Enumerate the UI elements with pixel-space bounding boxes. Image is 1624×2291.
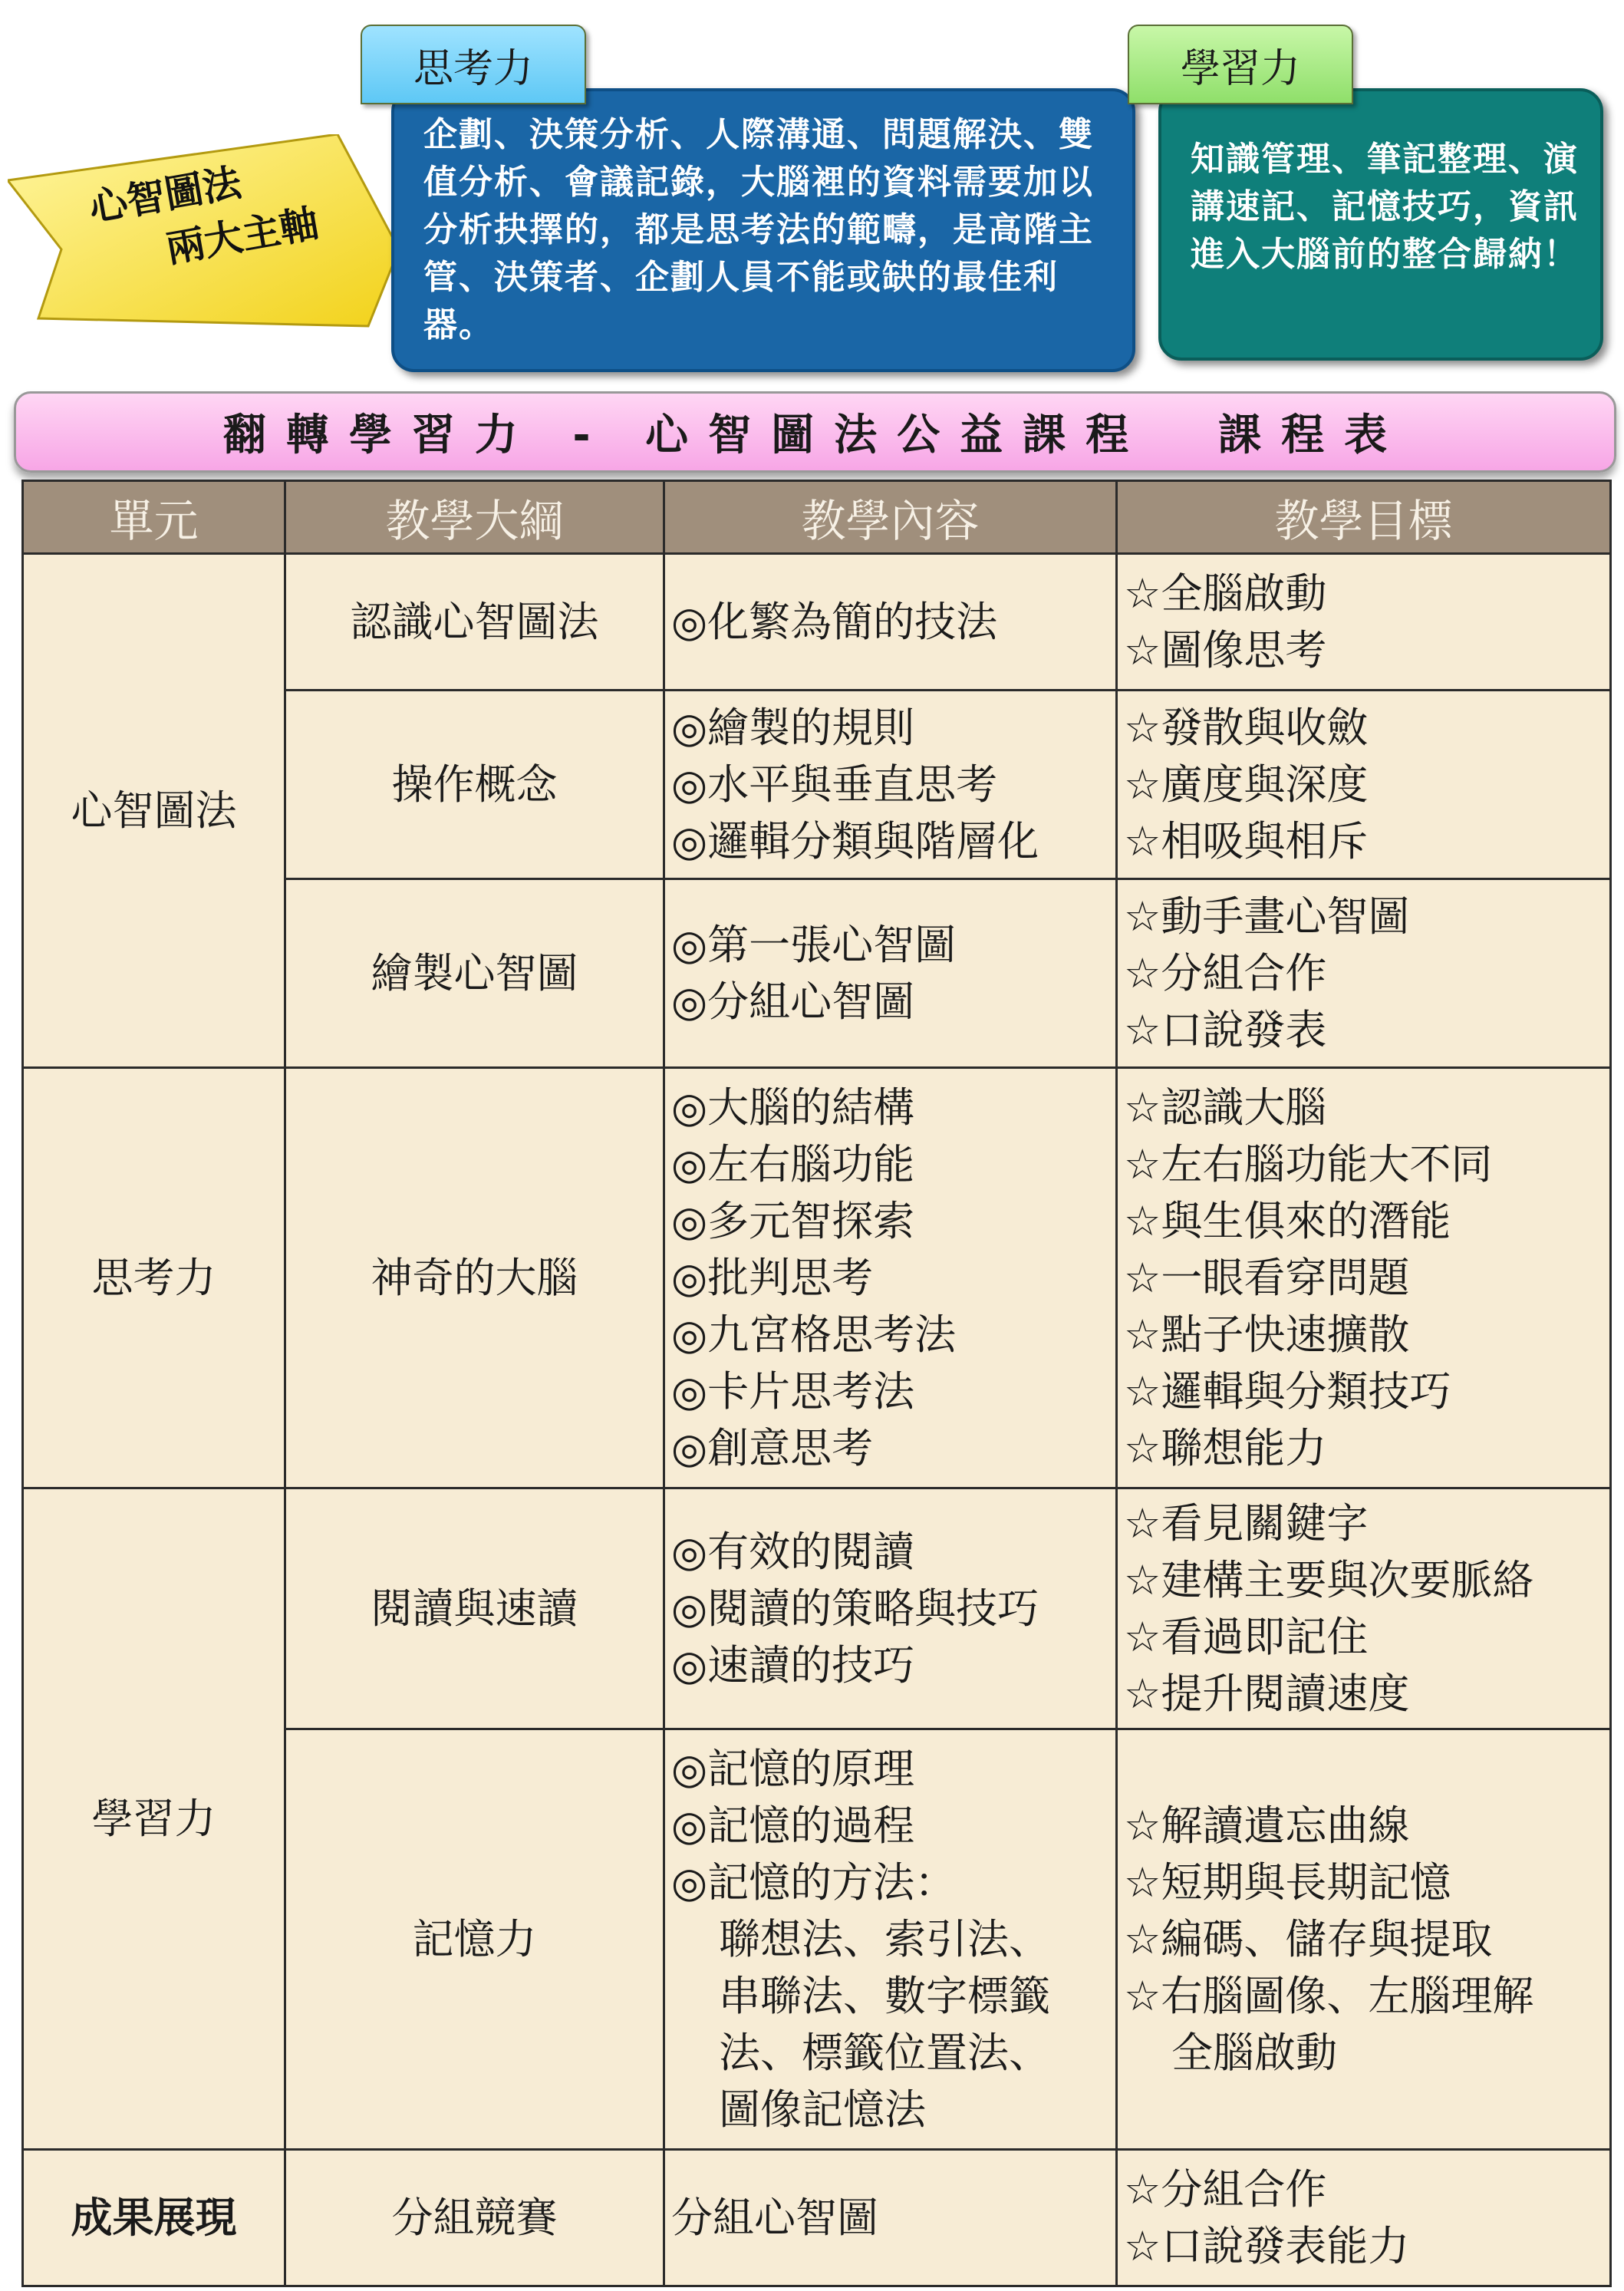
content-item: ◎九宮格思考法	[671, 1310, 957, 1359]
content-item: 圖像記憶法	[719, 2085, 926, 2134]
goal-cell	[1117, 1488, 1611, 1729]
content-item: ◎邏輯分類與階層化	[671, 816, 1039, 865]
content-item: 法、標籤位置法、	[719, 2028, 1050, 2077]
table-row	[23, 554, 1611, 691]
learning-tab-label: 學習力	[1180, 45, 1300, 92]
content-item: ◎速讀的技巧	[671, 1640, 915, 1689]
goal-item: ☆口說發表能力	[1124, 2221, 1410, 2270]
outline-cell: 操作概念	[285, 691, 664, 879]
goal-item: ☆左右腦功能大不同	[1124, 1139, 1493, 1188]
goal-item: ☆動手畫心智圖	[1124, 892, 1410, 941]
outline-cell: 閱讀與速讀	[285, 1488, 664, 1729]
content-item: ◎大腦的結構	[671, 1083, 915, 1132]
goal-item: ☆相吸與相斥	[1124, 816, 1369, 865]
learning-tab	[1128, 25, 1353, 104]
content-cell	[664, 691, 1117, 879]
outline-cell: 神奇的大腦	[285, 1068, 664, 1488]
column-header-goal: 教學目標	[1117, 481, 1611, 554]
content-item: ◎記憶的原理	[671, 1744, 915, 1793]
table-row	[23, 2150, 1611, 2286]
goal-item: ☆提升閱讀速度	[1124, 1669, 1410, 1718]
goal-item: ☆建構主要與次要脈絡	[1124, 1555, 1534, 1604]
goal-cell	[1117, 691, 1611, 879]
arrow-line-1: 心智圖法	[85, 160, 245, 231]
content-item: ◎化繁為簡的技法	[671, 597, 998, 646]
goal-item: ☆聯想能力	[1124, 1423, 1327, 1472]
goal-cell	[1117, 2150, 1611, 2286]
goal-item: ☆圖像思考	[1124, 625, 1327, 674]
arrow-line-2: 兩大主軸	[163, 200, 322, 272]
goal-item: ☆口說發表	[1124, 1005, 1327, 1054]
outline-cell: 分組競賽	[285, 2150, 664, 2286]
goal-cell	[1117, 879, 1611, 1068]
content-item: ◎繪製的規則	[671, 703, 915, 752]
content-item: 串聯法、數字標籤	[719, 1971, 1050, 2020]
thinking-description: 企劃、決策分析、人際溝通、問題解決、雙值分析、會議記錄，大腦裡的資料需要加以分析抉擇的，都是思考法的範疇，是高階主管、決策者、企劃人員不能或缺的最佳利器。	[423, 115, 1094, 344]
goal-item: ☆解讀遺忘曲線	[1124, 1801, 1410, 1850]
content-item: ◎多元智探索	[671, 1196, 915, 1245]
unit-cell-results: 成果展現	[23, 2150, 285, 2286]
column-header-content: 教學內容	[664, 481, 1117, 554]
content-item: ◎卡片思考法	[671, 1366, 915, 1416]
unit-cell-thinking: 思考力	[23, 1068, 285, 1488]
outline-cell: 認識心智圖法	[285, 554, 664, 691]
goal-item: ☆邏輯與分類技巧	[1124, 1366, 1451, 1416]
goal-item: ☆一眼看穿問題	[1124, 1253, 1410, 1302]
content-cell	[664, 1068, 1117, 1488]
column-header-outline: 教學大綱	[285, 481, 664, 554]
table-row	[23, 1068, 1611, 1488]
goal-item: ☆廣度與深度	[1124, 760, 1369, 809]
content-item: ◎第一張心智圖	[671, 920, 957, 969]
goal-item: ☆編碼、儲存與提取	[1124, 1914, 1493, 1963]
schedule-title-bar	[14, 391, 1616, 473]
goal-item: ☆認識大腦	[1124, 1083, 1327, 1132]
thinking-description-box	[391, 88, 1135, 372]
goal-cell	[1117, 554, 1611, 691]
learning-description-box	[1158, 88, 1603, 361]
content-cell	[664, 879, 1117, 1068]
content-cell	[664, 554, 1117, 691]
content-item: ◎批判思考	[671, 1253, 874, 1302]
thinking-tab	[361, 25, 586, 104]
table-row	[23, 1488, 1611, 1729]
schedule-title: 翻轉學習力 - 心智圖法公益課程 課程表	[222, 410, 1408, 460]
learning-description: 知識管理、筆記整理、演講速記、記憶技巧，資訊進入大腦前的整合歸納！	[1191, 140, 1579, 274]
goal-item: ☆全腦啟動	[1124, 569, 1327, 618]
content-item: ◎左右腦功能	[671, 1139, 915, 1188]
goal-item: ☆看過即記住	[1124, 1612, 1369, 1661]
course-schedule-table	[21, 480, 1612, 2287]
goal-item: ☆看見關鍵字	[1124, 1498, 1369, 1548]
content-item: ◎有效的閱讀	[671, 1527, 915, 1576]
content-cell	[664, 1729, 1117, 2150]
thinking-tab-label: 思考力	[413, 45, 533, 92]
table-header-row	[23, 481, 1611, 554]
goal-item: 全腦啟動	[1171, 2028, 1337, 2077]
goal-cell	[1117, 1729, 1611, 2150]
goal-item: ☆分組合作	[1124, 948, 1327, 997]
content-item: 聯想法、索引法、	[719, 1914, 1050, 1963]
goal-cell	[1117, 1068, 1611, 1488]
goal-item: ☆點子快速擴散	[1124, 1310, 1410, 1359]
outline-cell: 記憶力	[285, 1729, 664, 2150]
goal-item: ☆分組合作	[1124, 2164, 1327, 2214]
content-item: ◎水平與垂直思考	[671, 760, 998, 809]
content-item: ◎閱讀的策略與技巧	[671, 1584, 1039, 1633]
content-item: ◎創意思考	[671, 1423, 874, 1472]
content-cell	[664, 2150, 1117, 2286]
column-header-unit: 單元	[23, 481, 285, 554]
content-item: ◎分組心智圖	[671, 977, 915, 1026]
unit-cell-mind-map: 心智圖法	[23, 554, 285, 1068]
content-item: ◎記憶的過程	[671, 1801, 915, 1850]
outline-cell: 繪製心智圖	[285, 879, 664, 1068]
goal-item: ☆與生俱來的潛能	[1124, 1196, 1451, 1245]
goal-item: ☆右腦圖像、左腦理解	[1124, 1971, 1534, 2020]
content-item: 分組心智圖	[671, 2193, 878, 2242]
content-cell	[664, 1488, 1117, 1729]
content-item: ◎記憶的方法：	[671, 1858, 957, 1907]
goal-item: ☆發散與收斂	[1124, 703, 1369, 752]
unit-cell-learning: 學習力	[23, 1488, 285, 2150]
goal-item: ☆短期與長期記憶	[1124, 1858, 1451, 1907]
